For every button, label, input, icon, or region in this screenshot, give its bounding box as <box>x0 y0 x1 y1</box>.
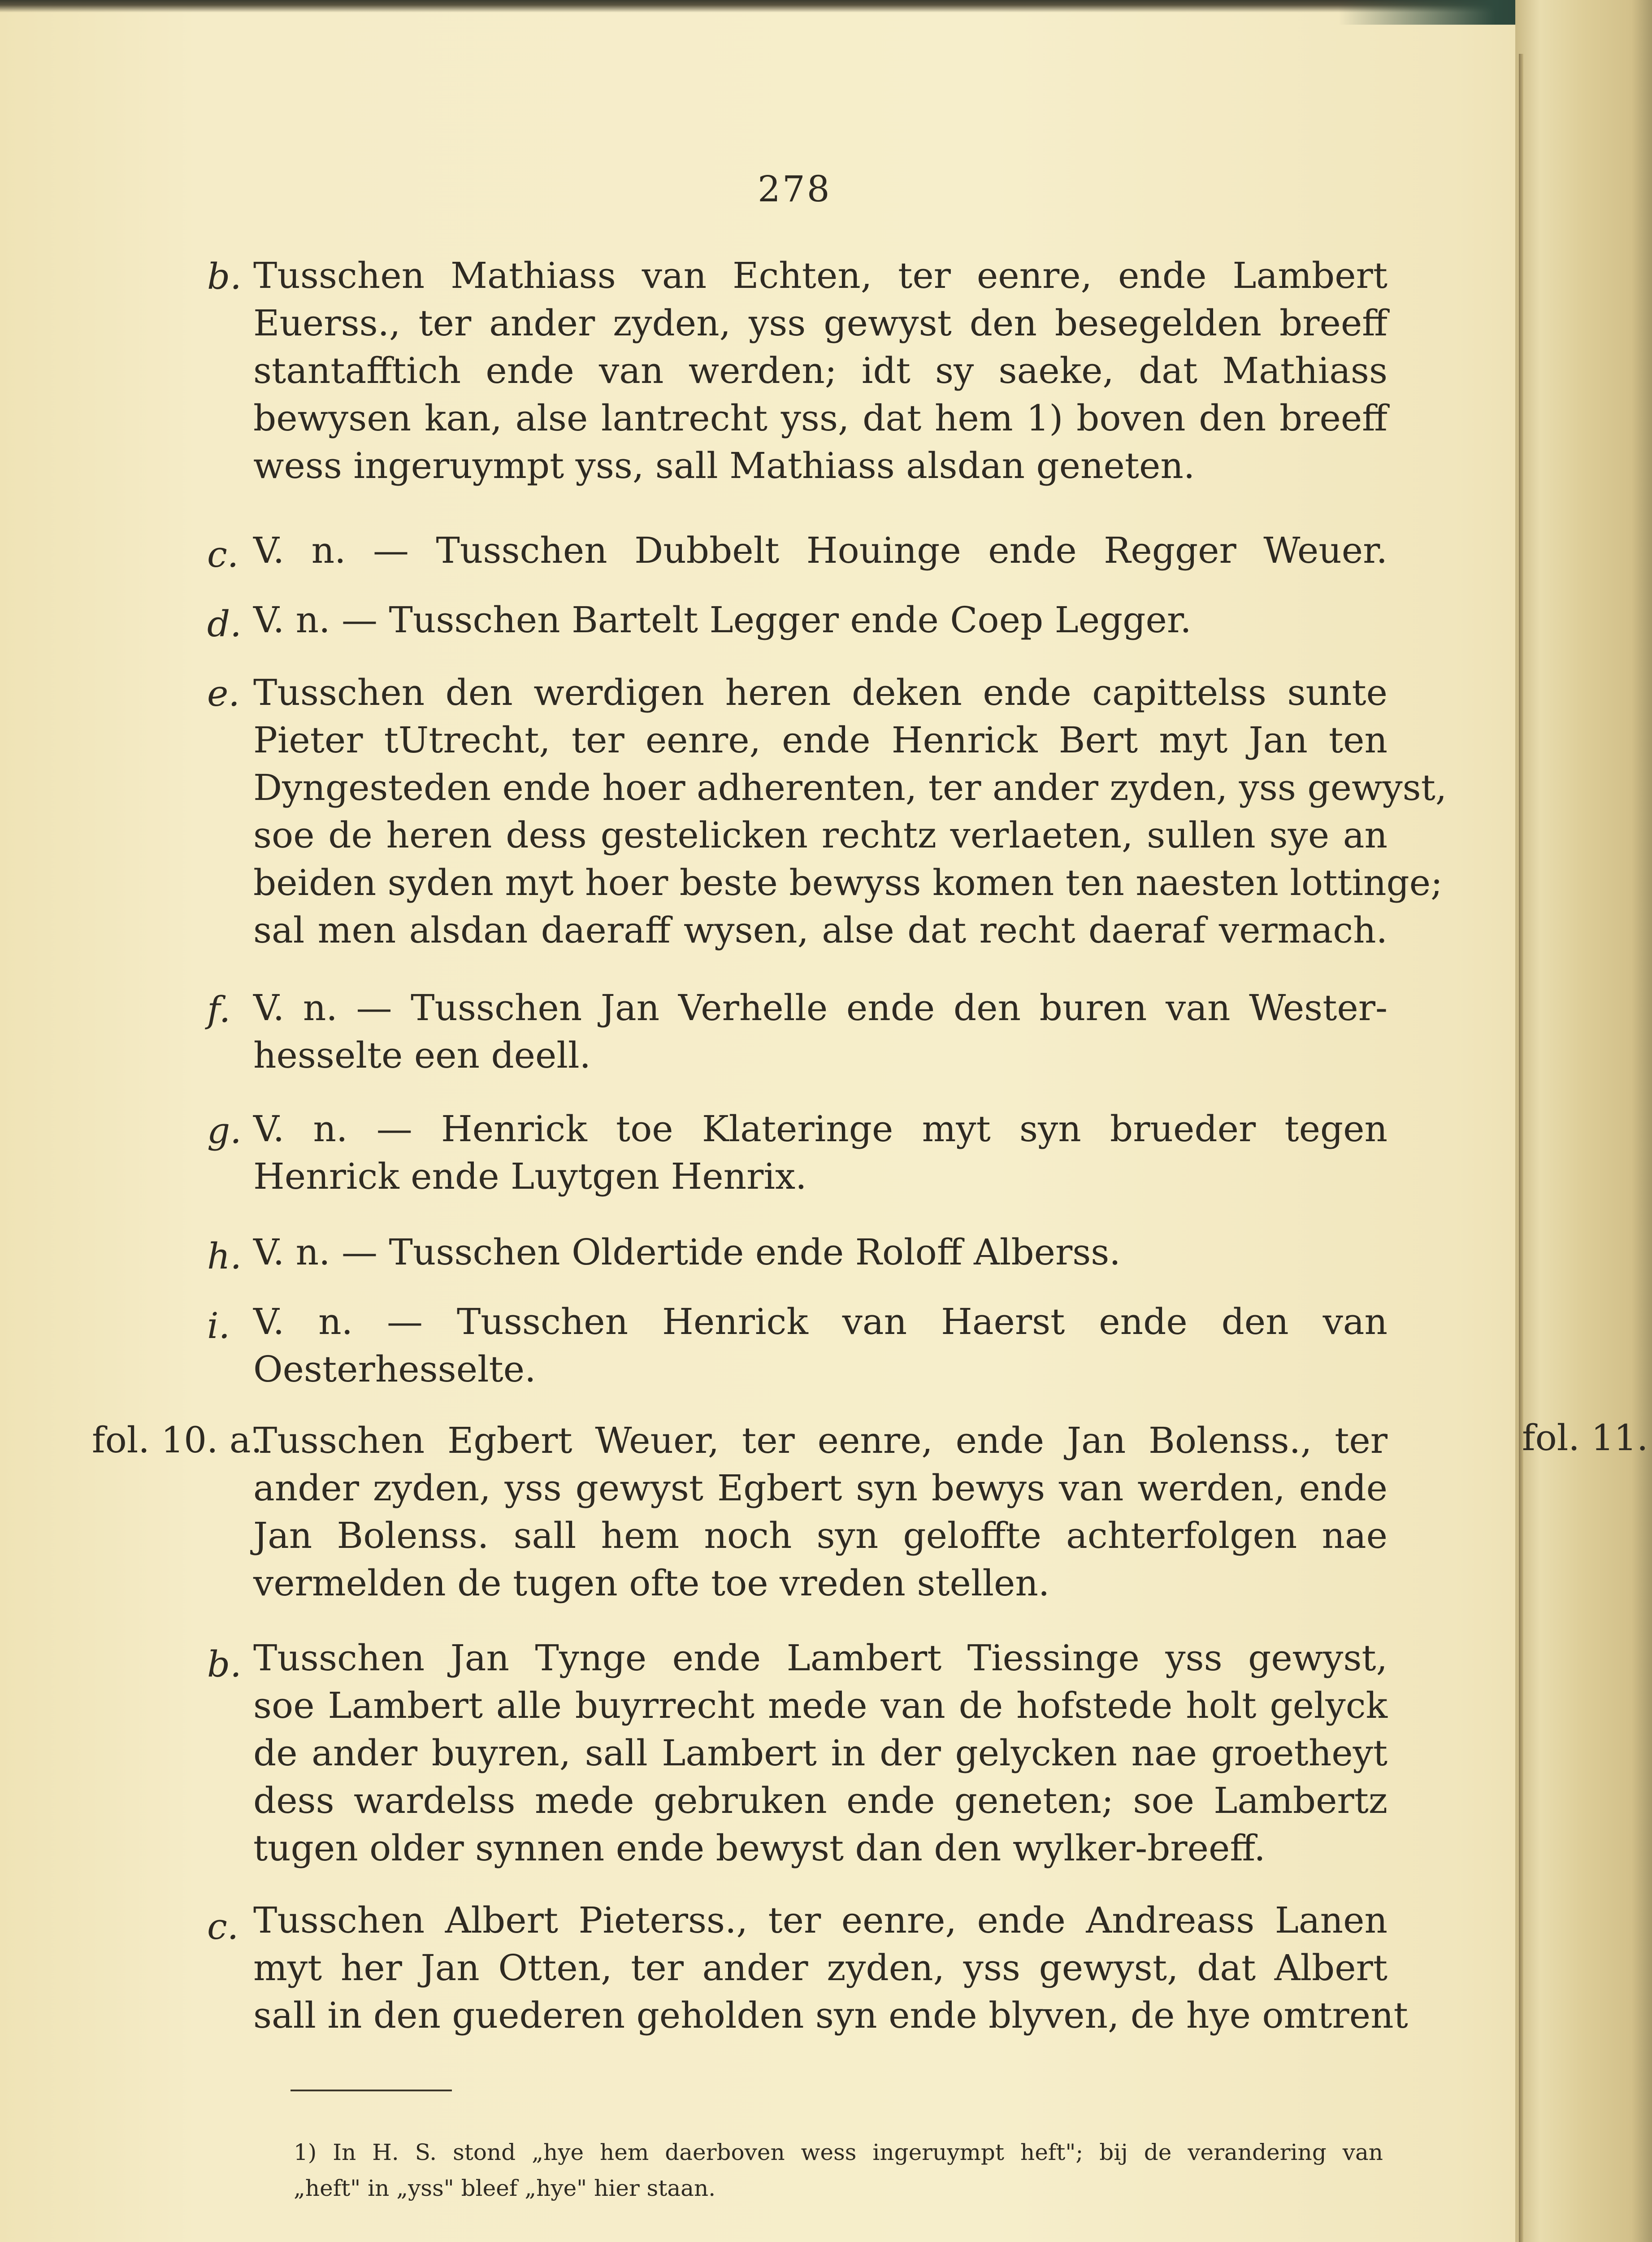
text-line: Pieter tUtrecht, ter eenre, ende Henrick Bert myt Jan ten <box>253 719 1388 761</box>
text-line: wess ingeruympt yss, sall Mathiass alsdan geneten. <box>253 445 1195 487</box>
entry-label: c. <box>207 534 239 575</box>
text-line: V. n. — Henrick toe Klateringe myt syn brueder tegen <box>253 1108 1388 1150</box>
entry-text <box>253 984 1388 1079</box>
text-line: V. n. — Tusschen Dubbelt Houinge ende Regger Weuer. <box>253 530 1388 571</box>
text-line: soe Lambert alle buyrrecht mede van de hofstede holt gelyck <box>253 1685 1388 1726</box>
page-number: 278 <box>758 168 832 210</box>
entry-text <box>253 1634 1388 1872</box>
text-line: Euerss., ter ander zyden, yss gewyst den besegelden breeff <box>253 302 1388 344</box>
entry-label: e. <box>207 673 240 714</box>
text-line: Oesterhesselte. <box>253 1348 536 1390</box>
footnote-divider <box>291 2090 452 2091</box>
text-line: dess wardelss mede gebruken ende geneten; soe Lambertz <box>253 1780 1388 1821</box>
text-line: Tusschen Mathiass van Echten, ter eenre, ende Lambert <box>253 255 1388 296</box>
text-line: soe de heren dess gestelicken rechtz verlaeten, sullen sye an <box>253 814 1388 856</box>
adjacent-page-edge <box>1515 0 1652 2242</box>
text-line: myt her Jan Otten, ter ander zyden, yss gewyst, dat Albert <box>253 1947 1388 1989</box>
folio-margin-note: fol. 11. <box>1522 1417 1648 1459</box>
text-line: sal men alsdan daeraff wysen, alse dat recht daeraf vermach. <box>253 909 1388 951</box>
page-gutter <box>1519 54 1523 2242</box>
footnote <box>294 2134 1383 2206</box>
text-line: beiden syden myt hoer beste bewyss komen ten naesten lottinge; <box>253 862 1443 904</box>
entry-label: g. <box>207 1110 242 1151</box>
entry-text <box>253 1417 1388 1607</box>
text-line: hesselte een deell. <box>253 1034 591 1076</box>
text-line: ander zyden, yss gewyst Egbert syn bewys van werden, ende <box>253 1467 1388 1509</box>
text-line: Tusschen den werdigen heren deken ende capittelss sunte <box>253 672 1388 713</box>
entry-text <box>253 596 1388 644</box>
entry-text <box>253 1897 1408 2039</box>
text-line: Tusschen Jan Tynge ende Lambert Tiessinge yss gewyst, <box>253 1637 1388 1679</box>
text-line: sall in den guederen geholden syn ende blyven, de hye omtrent <box>253 1994 1408 2036</box>
entry-text <box>253 1105 1388 1200</box>
footnote-line: 1) In H. S. stond „hye hem daerboven wess ingeruympt heft"; bij de verandering van <box>294 2139 1383 2165</box>
text-line: Tusschen Albert Pieterss., ter eenre, ende Andreass Lanen <box>253 1899 1388 1941</box>
entry-label: b. <box>207 256 242 297</box>
text-line: Jan Bolenss. sall hem noch syn geloffte achterfolgen nae <box>253 1515 1388 1556</box>
entry-label: f. <box>207 989 231 1030</box>
text-line: V. n. — Tusschen Oldertide ende Roloff Alberss. <box>253 1231 1121 1273</box>
entry-label: b. <box>207 1643 242 1685</box>
entry-text <box>253 1298 1388 1393</box>
text-line: bewysen kan, alse lantrecht yss, dat hem 1) boven den breeff <box>253 397 1388 439</box>
text-line: Henrick ende Luytgen Henrix. <box>253 1156 807 1197</box>
footnote-line: „heft" in „yss" bleef „hye" hier staan. <box>294 2175 716 2201</box>
entry-text <box>253 527 1388 574</box>
entry-label: h. <box>207 1235 242 1277</box>
folio-label: fol. 10. a. <box>92 1419 262 1461</box>
text-line: V. n. — Tusschen Henrick van Haerst ende den van <box>253 1301 1388 1343</box>
text-line: tugen older synnen ende bewyst dan den wylker-breeff. <box>253 1827 1266 1869</box>
text-line: Tusschen Egbert Weuer, ter eenre, ende Jan Bolenss., ter <box>253 1420 1388 1461</box>
text-line: stantafftich ende van werden; idt sy saeke, dat Mathiass <box>253 350 1388 391</box>
entry-text <box>253 252 1388 490</box>
text-line: Dyngesteden ende hoer adherenten, ter ander zyden, yss gewyst, <box>253 767 1447 808</box>
text-line: de ander buyren, sall Lambert in der gelycken nae groetheyt <box>253 1732 1388 1774</box>
entry-text <box>253 1229 1388 1276</box>
entry-text <box>253 669 1447 954</box>
entry-label: d. <box>207 603 242 645</box>
text-line: vermelden de tugen ofte toe vreden stellen. <box>253 1562 1050 1604</box>
text-line: V. n. — Tusschen Bartelt Legger ende Coep Legger. <box>253 599 1192 641</box>
entry-label: c. <box>207 1906 239 1947</box>
text-line: V. n. — Tusschen Jan Verhelle ende den buren van Wester- <box>253 987 1388 1029</box>
entry-label: i. <box>207 1305 230 1347</box>
